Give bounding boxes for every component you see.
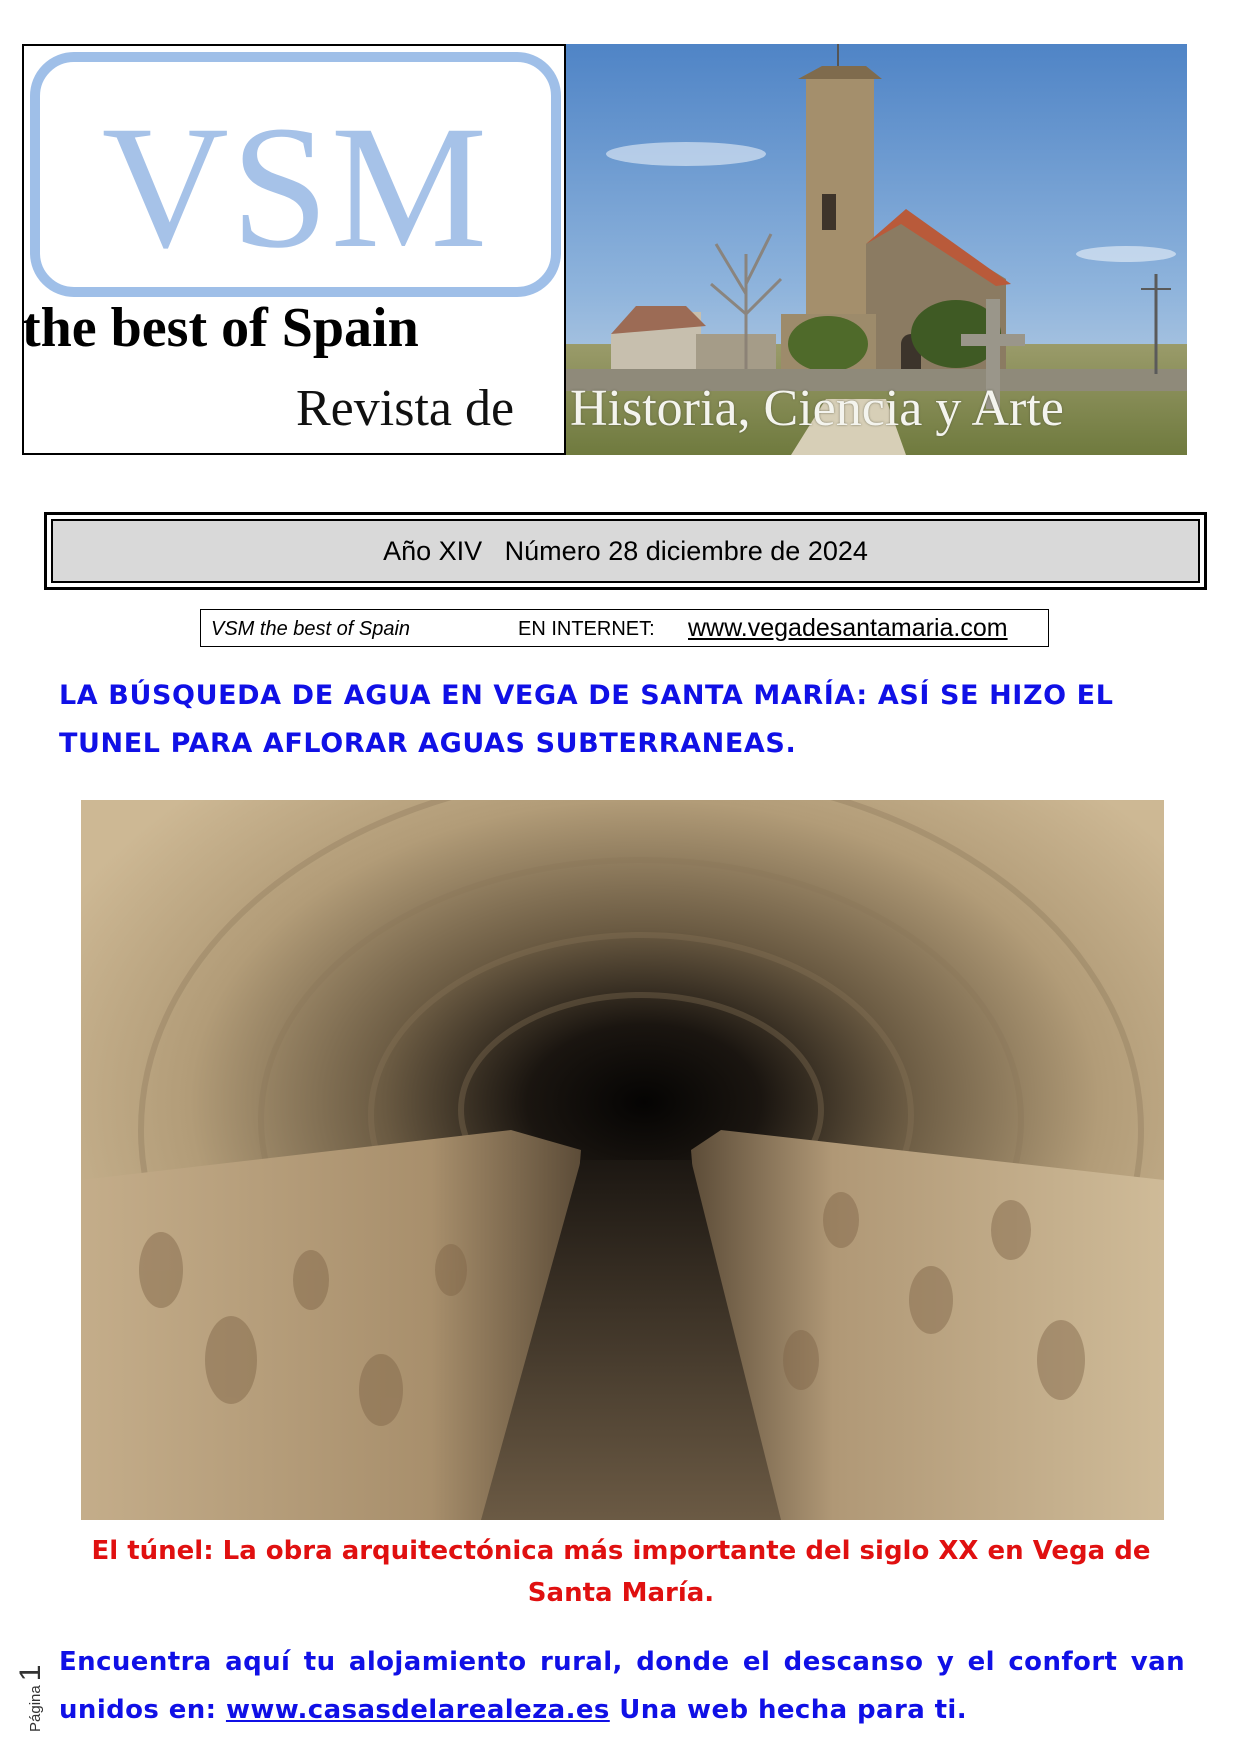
web-info-box	[200, 609, 1049, 647]
photo-caption: El túnel: La obra arquitectónica más importante del siglo XX en Vega de Santa María.	[91, 1536, 1151, 1608]
issue-banner	[44, 512, 1207, 590]
subtitle-part2: Historia, Ciencia y Arte	[570, 380, 1064, 437]
ad-text-after: Una web hecha para ti.	[609, 1695, 968, 1725]
vsm-logo	[30, 52, 561, 297]
logo-text: VSM	[101, 90, 490, 285]
ad-text-before: Encuentra aquí tu alojamiento rural, donde el descanso y el confort van unidos en:	[59, 1647, 1185, 1725]
issue-banner-inner	[51, 519, 1200, 583]
web-label: EN INTERNET:	[518, 618, 655, 640]
page-label: Página	[27, 1685, 44, 1732]
page-number-value: 1	[14, 1664, 47, 1682]
issue-number-date: Número 28 diciembre de 2024	[504, 535, 868, 566]
website-link[interactable]: www.vegadesantamaria.com	[688, 614, 1008, 642]
tunnel-photo	[81, 800, 1164, 1520]
subtitle-part1: Revista de	[296, 380, 515, 437]
issue-year: Año XIV	[383, 535, 483, 566]
ad-link[interactable]: www.casasdelarealeza.es	[225, 1695, 610, 1725]
page-number	[10, 1650, 50, 1730]
tagline: the best of Spain	[22, 297, 419, 359]
accommodation-ad	[59, 1638, 1185, 1734]
web-brand: VSM the best of Spain	[211, 618, 411, 640]
article-headline: LA BÚSQUEDA DE AGUA EN VEGA DE SANTA MARÍA: ASÍ SE HIZO EL TUNEL PARA AFLORAR AGUAS SUBTERRANEAS.	[59, 680, 1114, 759]
